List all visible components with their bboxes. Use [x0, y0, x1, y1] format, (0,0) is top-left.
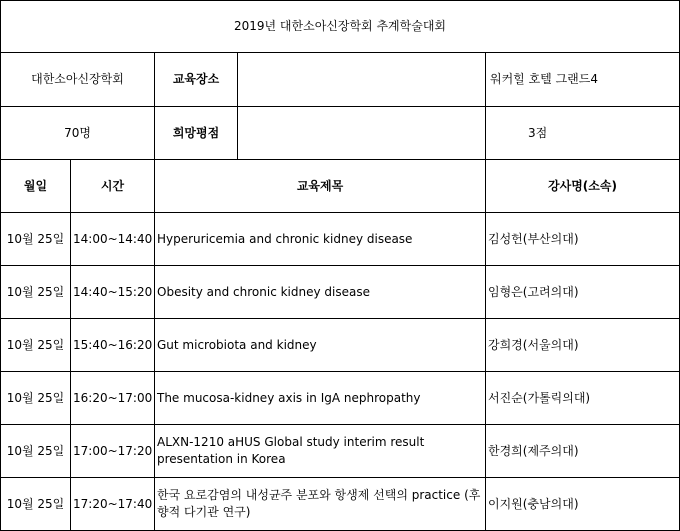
row-topic: Gut microbiota and kidney: [155, 319, 486, 372]
row-topic: Obesity and chronic kidney disease: [155, 266, 486, 319]
header-topic: 교육제목: [155, 160, 486, 213]
venue-label: 교육장소: [155, 53, 238, 106]
row-topic: ALXN-1210 aHUS Global study interim result presentation in Korea: [155, 425, 486, 478]
header-time: 시간: [71, 160, 155, 213]
row-date: 10월 25일: [1, 372, 71, 425]
header-date: 월일: [1, 160, 71, 213]
rating-value: 3점: [486, 107, 680, 160]
row-date: 10월 25일: [1, 266, 71, 319]
organizer-name: 대한소아신장학회: [1, 53, 155, 107]
row-time: 15:40~16:20: [71, 319, 155, 372]
table-row: [1, 425, 680, 478]
row-speaker: 이지원(충남의대): [486, 478, 680, 531]
event-title: 2019년 대한소아신장학회 추계학술대회: [1, 1, 680, 53]
venue-value: 워커힐 호텔 그랜드4: [486, 53, 680, 107]
row-speaker: 임형은(고려의대): [486, 266, 680, 319]
row-date: 10월 25일: [1, 425, 71, 478]
venue-label-cell: [155, 53, 486, 107]
row-topic: The mucosa-kidney axis in IgA nephropathy: [155, 372, 486, 425]
row-time: 17:00~17:20: [71, 425, 155, 478]
row-time: 16:20~17:00: [71, 372, 155, 425]
venue-value-left: [238, 53, 485, 106]
row-time: 17:20~17:40: [71, 478, 155, 531]
table-row: [1, 266, 680, 319]
rating-label-cell: [155, 107, 486, 160]
row-topic: Hyperuricemia and chronic kidney disease: [155, 213, 486, 266]
row-date: 10월 25일: [1, 478, 71, 531]
capacity-value: 70명: [1, 107, 155, 160]
row-speaker: 서진순(가톨릭의대): [486, 372, 680, 425]
row-speaker: 김성헌(부산의대): [486, 213, 680, 266]
table-row: [1, 372, 680, 425]
row-speaker: 한경희(제주의대): [486, 425, 680, 478]
row-time: 14:40~15:20: [71, 266, 155, 319]
row-date: 10월 25일: [1, 213, 71, 266]
header-speaker: 강사명(소속): [486, 160, 680, 213]
rating-label: 희망평점: [155, 107, 238, 159]
row-date: 10월 25일: [1, 319, 71, 372]
table-row: [1, 478, 680, 531]
row-topic: 한국 요로감염의 내성균주 분포와 항생제 선택의 practice (후향적 다기관 연구): [155, 478, 486, 531]
row-time: 14:00~14:40: [71, 213, 155, 266]
table-row: [1, 319, 680, 372]
table-row: [1, 213, 680, 266]
row-speaker: 강희경(서울의대): [486, 319, 680, 372]
